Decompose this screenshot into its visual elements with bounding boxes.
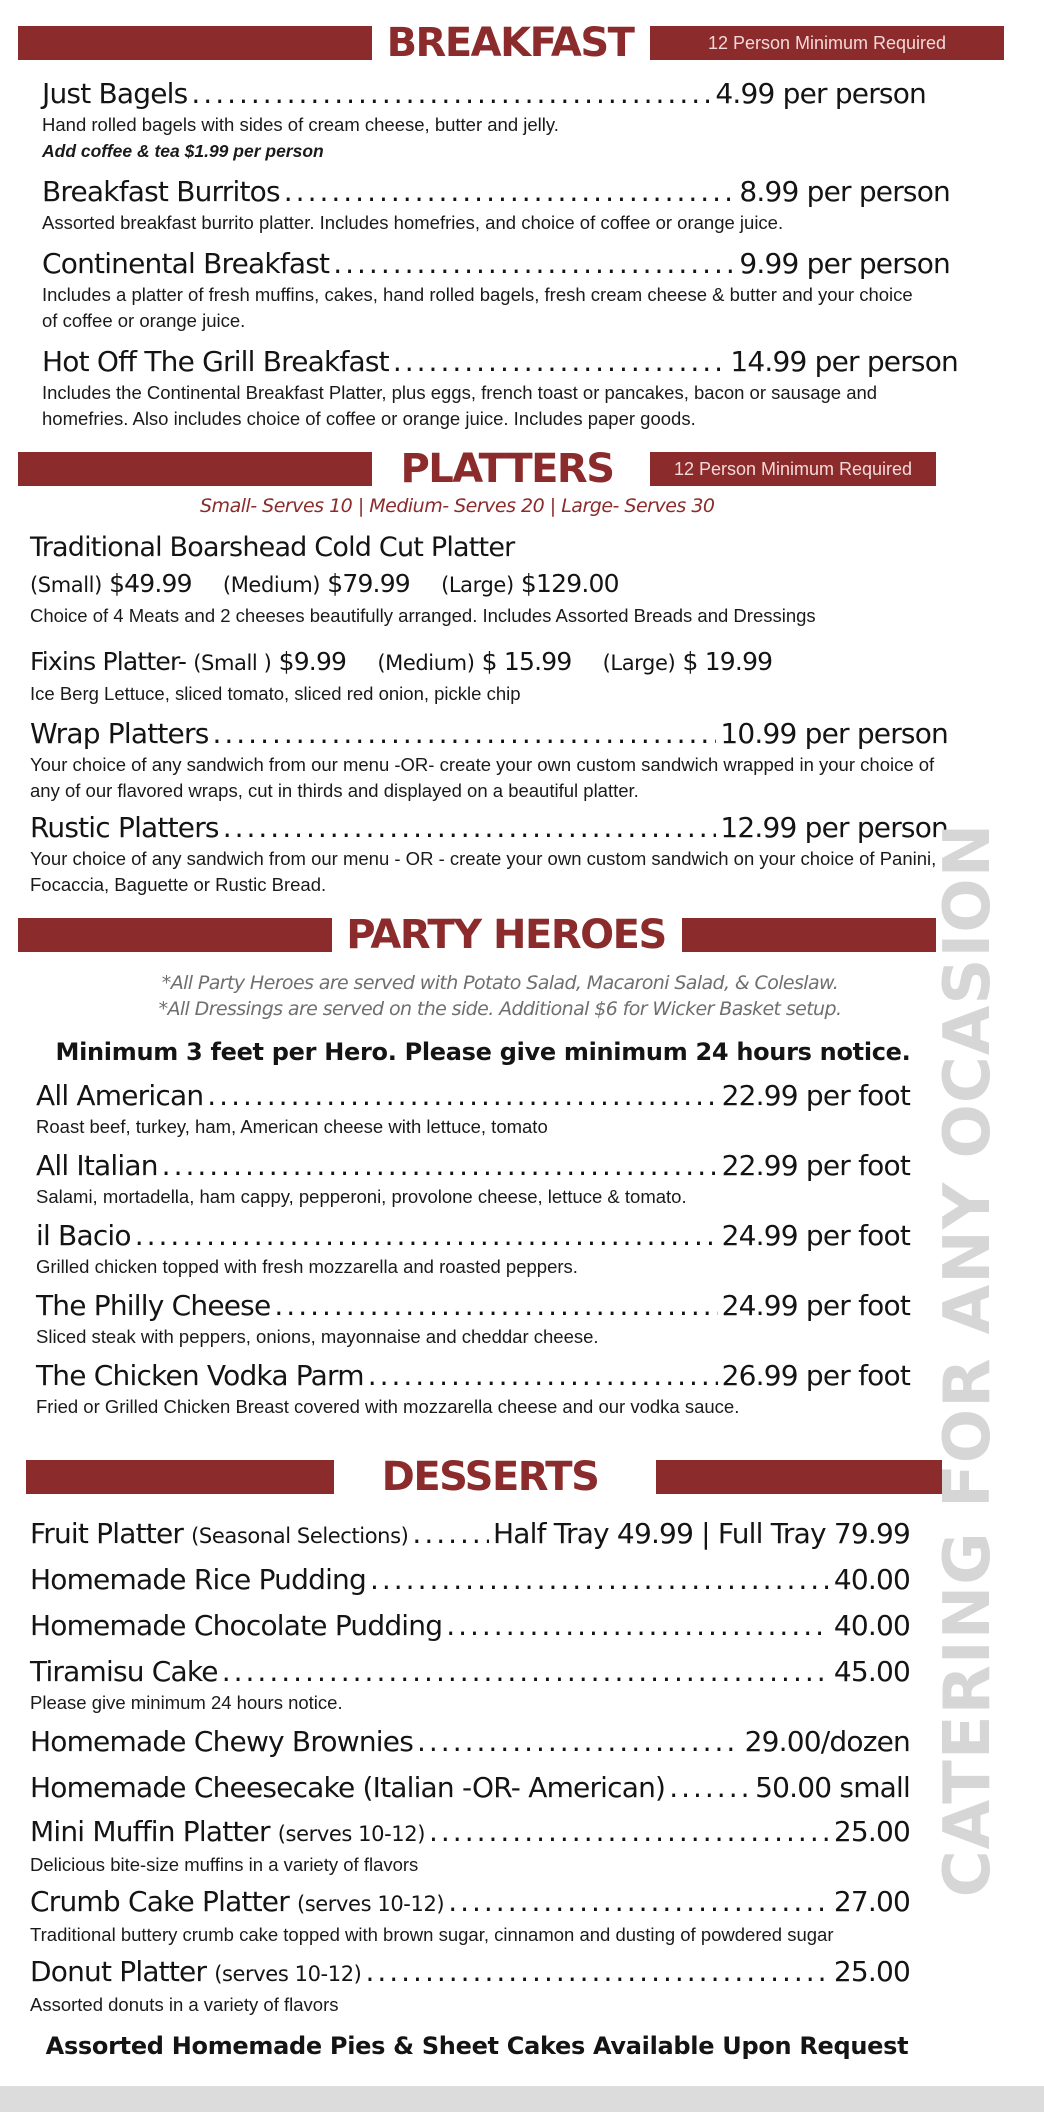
menu-item-il-bacio <box>36 1218 910 1280</box>
item-description: Your choice of any sandwich from our menu - OR - create your own custom sandwich on your choice of Panini, Focaccia, Baguette or Rustic Bread. <box>30 848 937 895</box>
item-description: Assorted donuts in a variety of flavors <box>30 1994 339 2015</box>
size-medium-price: $ 15.99 <box>481 647 572 676</box>
platters-minimum-badge: 12 Person Minimum Required <box>650 452 936 486</box>
item-description: Ice Berg Lettuce, sliced tomato, sliced red onion, pickle chip <box>30 683 521 704</box>
dot-leader <box>429 1814 830 1850</box>
item-tag: (serves 10-12) <box>277 1822 425 1846</box>
item-name: Crumb Cake Platter <box>30 1885 289 1918</box>
size-large-label: (Large) <box>441 573 514 597</box>
dot-leader <box>135 1218 718 1254</box>
item-name: Homemade Cheesecake (Italian -OR- American) <box>30 1771 666 1804</box>
item-tag: (serves 10-12) <box>296 1892 445 1916</box>
dot-leader <box>669 1770 751 1806</box>
size-large-price: $129.00 <box>520 569 619 598</box>
item-price: Half Tray 49.99 | Full Tray 79.99 <box>493 1517 910 1550</box>
platters-bar-left <box>18 452 372 486</box>
item-name: Mini Muffin Platter <box>30 1815 270 1848</box>
side-banner-text: CATERING FOR ANY OCASION <box>931 822 1005 1898</box>
item-name: All American <box>36 1079 204 1112</box>
dot-leader <box>284 174 736 210</box>
size-medium-label: (Medium) <box>377 651 475 675</box>
item-name: Rustic Platters <box>30 811 219 844</box>
platters-title: PLATTERS <box>400 446 614 492</box>
item-price: 25.00 <box>833 1955 910 1988</box>
item-name: Hot Off The Grill Breakfast <box>42 345 389 378</box>
item-name: Homemade Chewy Brownies <box>30 1725 413 1758</box>
item-name: Donut Platter <box>30 1955 207 1988</box>
item-name: Breakfast Burritos <box>42 175 280 208</box>
desserts-bar-left <box>26 1460 334 1494</box>
menu-item-wrap-platters <box>30 716 948 804</box>
item-name: Just Bagels <box>42 77 188 110</box>
item-price: 25.00 <box>833 1815 910 1848</box>
dot-leader <box>370 1562 830 1598</box>
item-price: 50.00 small <box>755 1771 910 1804</box>
menu-item-chewy-brownies <box>30 1724 910 1760</box>
item-name: Traditional Boarshead Cold Cut Platter <box>30 532 515 563</box>
menu-item-breakfast-burritos <box>42 174 950 236</box>
menu-item-cold-cut-platter <box>30 530 930 629</box>
item-price: 29.00/dozen <box>744 1725 910 1758</box>
heroes-dressing-note: *All Dressings are served on the side. Additional $6 for Wicker Basket setup. <box>158 998 842 1020</box>
dot-leader <box>222 1654 830 1690</box>
item-price: 9.99 per person <box>739 247 950 280</box>
bottom-strip <box>0 2086 1044 2112</box>
size-small-price: $9.99 <box>278 647 347 676</box>
item-description: Roast beef, turkey, ham, American cheese with lettuce, tomato <box>36 1116 548 1137</box>
dot-leader <box>417 1724 741 1760</box>
menu-item-fruit-platter <box>30 1516 910 1554</box>
item-price: 45.00 <box>833 1655 910 1688</box>
item-addon-note: Add coffee & tea $1.99 per person <box>42 141 324 161</box>
item-description: Includes the Continental Breakfast Platter, plus eggs, french toast or pancakes, bacon or sausage and homefries. Also includes choice of coffee or orange juice. Includes paper goods. <box>42 382 878 429</box>
item-name: Tiramisu Cake <box>30 1655 218 1688</box>
item-name: Fixins Platter- <box>30 647 187 676</box>
dot-leader <box>412 1516 489 1552</box>
platters-sizes: Small- Serves 10 | Medium- Serves 20 | Large- Serves 30 <box>200 495 715 517</box>
menu-item-chocolate-pudding <box>30 1608 910 1644</box>
dot-leader <box>207 1078 717 1114</box>
desserts-footer-note: Assorted Homemade Pies & Sheet Cakes Available Upon Request <box>45 2032 909 2060</box>
size-medium-price: $79.99 <box>327 569 410 598</box>
breakfast-minimum-badge: 12 Person Minimum Required <box>650 26 1004 60</box>
heroes-sides-note: *All Party Heroes are served with Potato Salad, Macaroni Salad, & Coleslaw. <box>161 972 839 994</box>
menu-item-chicken-vodka-parm <box>36 1358 910 1420</box>
item-name: Homemade Rice Pudding <box>30 1563 366 1596</box>
item-name: il Bacio <box>36 1219 131 1252</box>
item-description: Your choice of any sandwich from our menu -OR- create your own custom sandwich wrapped in your choice of any of our flavored wraps, cut in thirds and displayed on a beautiful platter. <box>30 754 935 801</box>
item-price: 24.99 per foot <box>721 1219 910 1252</box>
dot-leader <box>448 1884 830 1920</box>
item-name: Fruit Platter <box>30 1517 184 1550</box>
item-price: 27.00 <box>833 1885 910 1918</box>
item-size-prices <box>30 566 930 603</box>
item-description: Includes a platter of fresh muffins, cakes, hand rolled bagels, fresh cream cheese & butter and your choice of coffee or orange juice. <box>42 284 913 331</box>
menu-item-philly-cheese <box>36 1288 910 1350</box>
item-description: Assorted breakfast burrito platter. Includes homefries, and choice of coffee or orange juice. <box>42 212 784 233</box>
heroes-title: PARTY HEROES <box>346 912 666 958</box>
size-large-price: $ 19.99 <box>682 647 773 676</box>
dot-leader <box>368 1358 718 1394</box>
size-large-label: (Large) <box>602 651 676 675</box>
item-price: 14.99 per person <box>730 345 958 378</box>
dot-leader <box>333 246 735 282</box>
item-description: Sliced steak with peppers, onions, mayonnaise and cheddar cheese. <box>36 1326 599 1347</box>
menu-item-crumb-cake-platter <box>30 1884 910 1948</box>
item-description: Delicious bite-size muffins in a variety of flavors <box>30 1854 419 1875</box>
item-name: Wrap Platters <box>30 717 209 750</box>
item-price: 22.99 per foot <box>721 1149 910 1182</box>
menu-item-mini-muffin-platter <box>30 1814 910 1878</box>
breakfast-title: BREAKFAST <box>386 20 634 66</box>
dot-leader <box>274 1288 717 1324</box>
item-name: All Italian <box>36 1149 158 1182</box>
item-price: 10.99 per person <box>720 717 948 750</box>
dot-leader <box>212 716 716 752</box>
menu-item-fixins-platter <box>30 644 930 707</box>
item-description: Hand rolled bagels with sides of cream cheese, butter and jelly. <box>42 114 559 135</box>
item-tag: (serves 10-12) <box>214 1962 362 1986</box>
item-price: 22.99 per foot <box>721 1079 910 1112</box>
dot-leader <box>446 1608 830 1644</box>
item-price: 40.00 <box>833 1609 910 1642</box>
item-name: The Philly Cheese <box>36 1289 271 1322</box>
dot-leader <box>191 76 711 112</box>
size-small-label: (Small) <box>30 573 102 597</box>
size-small-label: (Small ) <box>193 651 272 675</box>
item-description: Fried or Grilled Chicken Breast covered with mozzarella cheese and our vodka sauce. <box>36 1396 740 1417</box>
size-small-price: $49.99 <box>109 569 192 598</box>
item-price: 12.99 per person <box>720 811 948 844</box>
menu-item-just-bagels <box>42 76 926 164</box>
item-price: 26.99 per foot <box>721 1359 910 1392</box>
dot-leader <box>223 810 717 846</box>
dot-leader <box>393 344 727 380</box>
dot-leader <box>162 1148 718 1184</box>
item-name: Continental Breakfast <box>42 247 330 280</box>
heroes-minimum-note: Minimum 3 feet per Hero. Please give minimum 24 hours notice. <box>55 1038 911 1066</box>
item-price: 24.99 per foot <box>721 1289 910 1322</box>
item-price: 40.00 <box>833 1563 910 1596</box>
item-name-prices <box>30 644 930 681</box>
menu-item-cheesecake <box>30 1770 910 1806</box>
item-description: Please give minimum 24 hours notice. <box>30 1692 343 1713</box>
item-price: 4.99 per person <box>715 77 926 110</box>
breakfast-bar-left <box>18 26 372 60</box>
heroes-bar-left <box>18 918 332 952</box>
heroes-bar-right <box>682 918 936 952</box>
size-medium-label: (Medium) <box>222 573 321 597</box>
menu-item-continental-breakfast <box>42 246 950 334</box>
item-description: Salami, mortadella, ham cappy, pepperoni, provolone cheese, lettuce & tomato. <box>36 1186 687 1207</box>
item-name: Homemade Chocolate Pudding <box>30 1609 443 1642</box>
item-description: Traditional buttery crumb cake topped with brown sugar, cinnamon and dusting of powdered sugar <box>30 1924 834 1945</box>
menu-item-rustic-platters <box>30 810 948 898</box>
desserts-title: DESSERTS <box>381 1454 599 1500</box>
menu-item-donut-platter <box>30 1954 910 2018</box>
dot-leader <box>365 1954 829 1990</box>
menu-item-all-italian <box>36 1148 910 1210</box>
item-description: Grilled chicken topped with fresh mozzarella and roasted peppers. <box>36 1256 578 1277</box>
item-name: The Chicken Vodka Parm <box>36 1359 364 1392</box>
menu-item-all-american <box>36 1078 910 1140</box>
item-price: 8.99 per person <box>739 175 950 208</box>
desserts-bar-right <box>656 1460 942 1494</box>
menu-item-rice-pudding <box>30 1562 910 1598</box>
menu-item-tiramisu-cake <box>30 1654 910 1716</box>
item-tag: (Seasonal Selections) <box>191 1524 409 1548</box>
item-description: Choice of 4 Meats and 2 cheeses beautifully arranged. Includes Assorted Breads and Dressings <box>30 605 816 626</box>
menu-item-hot-off-the-grill <box>42 344 958 432</box>
